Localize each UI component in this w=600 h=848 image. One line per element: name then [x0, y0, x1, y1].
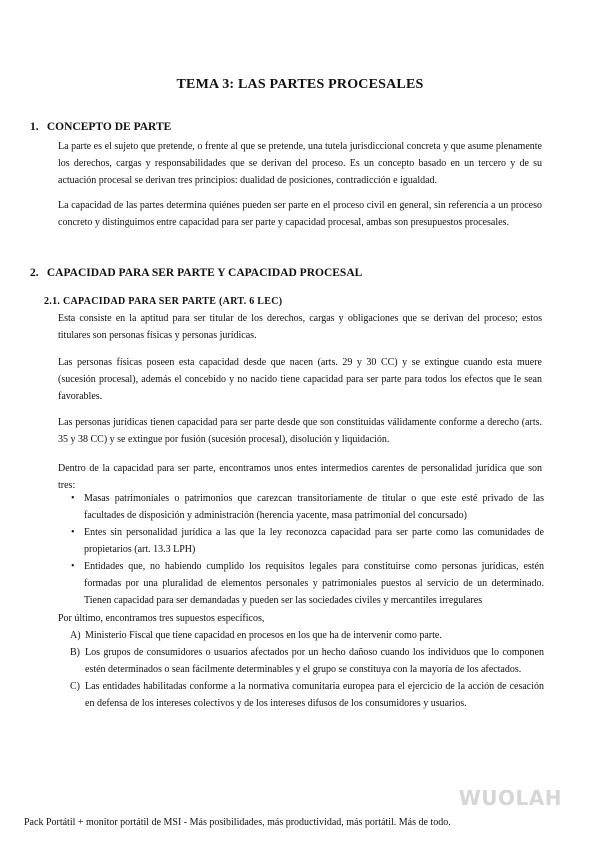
list-item	[58, 490, 544, 524]
paragraph: Dentro de la capacidad para ser parte, encontramos unos entes intermedios carentes de personalidad jurídica que son tres:	[58, 463, 542, 491]
list-item	[70, 627, 544, 644]
list-item-text: Las entidades habilitadas conforme a la normativa comunitaria europea para el ejercicio de la acción de cesación en defensa de los intereses colectivos y de los intereses difusos de los consumidores y usuarios.	[85, 681, 544, 709]
footer-ad[interactable]: Pack Portátil + monitor portátil de MSI - Más posibilidades, más productividad, más portátil. Más de todo.	[24, 817, 451, 828]
section-number: 2.	[30, 267, 39, 279]
paragraph: Las personas jurídicas tienen capacidad para ser parte desde que son constituidas válidamente conforme a derecho (arts. 35 y 38 CC) y se extingue por fusión (sucesión procesal), disolución y liquidación.	[58, 417, 542, 445]
list-letter: B)	[70, 647, 80, 658]
list-letter: C)	[70, 681, 80, 692]
paragraph: Esta consiste en la aptitud para ser titular de los derechos, cargas y obligaciones que se derivan del proceso; estos titulares son personas físicas y personas jurídicas.	[58, 313, 542, 341]
paragraph: Las personas físicas poseen esta capacidad desde que nacen (arts. 29 y 30 CC) y se extingue cuando esta muere (sucesión procesal), además el concebido y no nacido tiene capacidad para ser parte para todos los efectos que le sean favorables.	[58, 357, 542, 402]
list-item	[58, 524, 544, 558]
section-title: CONCEPTO DE PARTE	[46, 121, 172, 133]
section-number: 1.	[30, 121, 39, 133]
paragraph: La capacidad de las partes determina quiénes pueden ser parte en el proceso civil en general, sin referencia a un proceso concreto y distinguimos entre capacidad para ser parte y capacidad procesal, ambas son presupuestos procesales.	[58, 200, 542, 228]
bullet-list	[58, 490, 544, 609]
list-item	[58, 558, 544, 609]
list-item-text: Entidades que, no habiendo cumplido los requisitos legales para constituirse como personas jurídicas, estén formadas por una pluralidad de elementos personales y patrimoniales puestos al servicio de un determinado. Tienen capacidad para ser demandadas y pueden ser las sociedades civiles y mercantiles irregulares	[84, 561, 544, 606]
list-item	[70, 678, 544, 712]
section-2-heading	[30, 267, 362, 279]
watermark-logo: WUOLAH	[458, 786, 562, 810]
list-item-text: Ministerio Fiscal que tiene capacidad en procesos en los que ha de intervenir como parte.	[85, 630, 442, 641]
section-title: CAPACIDAD PARA SER PARTE Y CAPACIDAD PROCESAL	[46, 267, 363, 279]
list-item-text: Entes sin personalidad jurídica a las que la ley reconozca capacidad para ser parte como las comunidades de propietarios (art. 13.3 LPH)	[84, 527, 544, 555]
list-item-text: Masas patrimoniales o patrimonios que carezcan transitoriamente de titular o que este esté privado de las facultades de disposición y administración (herencia yacente, masa patrimonial del concursado)	[84, 493, 544, 521]
list-item	[70, 644, 544, 678]
bullet-icon: •	[71, 527, 75, 538]
section-1-heading	[30, 121, 171, 133]
paragraph: Por último, encontramos tres supuestos específicos,	[58, 613, 265, 624]
subsection-heading: 2.1. CAPACIDAD PARA SER PARTE (ART. 6 LEC)	[44, 296, 283, 307]
list-item-text: Los grupos de consumidores o usuarios afectados por un hecho dañoso cuando los individuos que lo componen estén determinados o sean fácilmente determinables y el grupo se constituya con la mayoría de los afectados.	[85, 647, 544, 675]
bullet-icon: •	[71, 493, 75, 504]
page-title: TEMA 3: LAS PARTES PROCESALES	[176, 77, 424, 92]
list-letter: A)	[70, 630, 81, 641]
bullet-icon: •	[71, 561, 75, 572]
paragraph: La parte es el sujeto que pretende, o frente al que se pretende, una tutela jurisdiccional concreta y que asume plenamente los derechos, cargas y responsabilidades que se derivan del proceso. Es un concepto basado en un tercero y de su actuación procesal se derivan tres principios: dualidad de posiciones, contradicción e igualdad.	[58, 141, 542, 186]
cases-list	[70, 627, 544, 712]
